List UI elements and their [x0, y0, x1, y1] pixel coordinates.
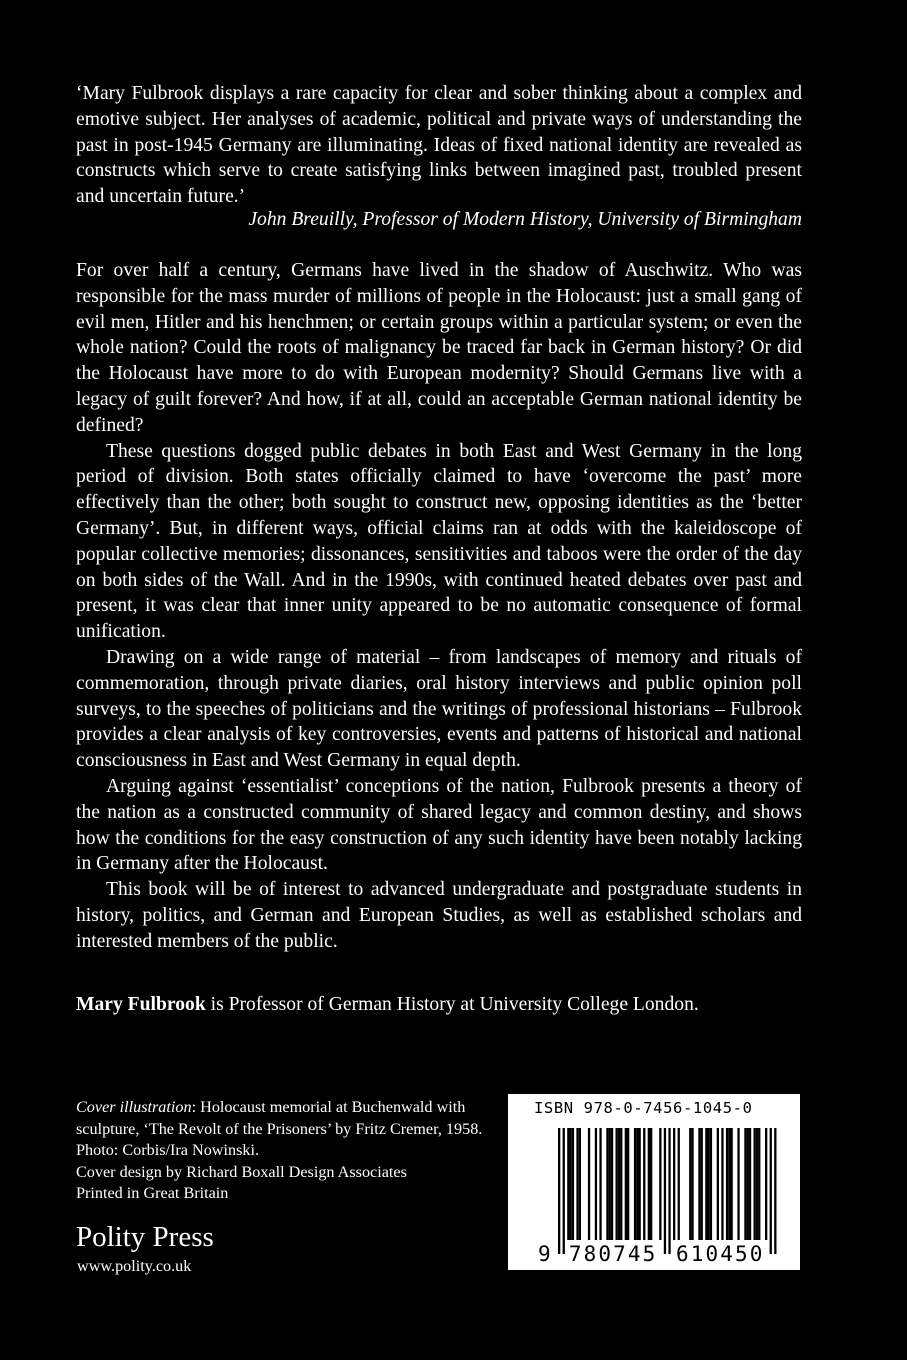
barcode-bar	[650, 1128, 652, 1240]
barcode-bar	[708, 1128, 710, 1240]
cover-credits	[76, 1097, 496, 1205]
barcode-bar	[611, 1128, 613, 1240]
barcode-bar	[774, 1128, 776, 1254]
barcode-bar	[756, 1128, 758, 1240]
barcode-bar	[634, 1128, 636, 1240]
barcode-bar	[765, 1128, 767, 1240]
barcode-bar	[576, 1128, 578, 1240]
description-paragraph: For over half a century, Germans have lived in the shadow of Auschwitz. Who was responsible for the mass murder of millions of people in the Holocaust: just a small gang of evil men, Hitler and his henchmen; or certain groups within a particular system; or even the whole nation? Could the roots of malignancy be traced far back in German history? Or did the Holocaust have more to do with European modernity? Should Germans live with a legacy of guilt forever? And how, if at all, could an acceptable German national identity be defined?	[76, 260, 802, 436]
barcode-bar	[705, 1128, 707, 1240]
barcode-bar	[627, 1128, 629, 1240]
description-paragraph: This book will be of interest to advanced undergraduate and postgraduate students in history, politics, and German and European Studies, as well as established scholars and interested members of the public.	[76, 879, 802, 952]
barcode-bar	[609, 1128, 611, 1240]
barcode-bar	[599, 1128, 601, 1240]
barcode-bar	[668, 1128, 670, 1254]
quote-attribution: John Breuilly, Professor of Modern History, University of Birmingham	[248, 209, 802, 230]
cover-illustration-credit	[76, 1097, 496, 1162]
cover-illustration-text: : Holocaust memorial at Buchenwald with sculpture, ‘The Revolt of the Prisoners’ by Fritz Cremer, 1958. Photo: Corbis/Ira Nowinski.	[76, 1098, 483, 1160]
publisher-name: Polity Press	[76, 1221, 214, 1253]
barcode-bar	[595, 1128, 597, 1240]
barcode-bar	[570, 1128, 572, 1240]
barcode-bar	[737, 1128, 739, 1240]
barcode-bar	[689, 1128, 691, 1240]
description-paragraph: Drawing on a wide range of material – from landscapes of memory and rituals of commemoration, through private diaries, oral history interviews and public opinion poll surveys, to the speeches of politicians and the writings of professional historians – Fulbrook provides a clear analysis of key controversies, events and patterns of historical and national consciousness in East and West Germany in equal depth.	[76, 646, 802, 772]
printed-in: Printed in Great Britain	[76, 1184, 229, 1203]
barcode-bar	[749, 1128, 751, 1240]
barcode-bar	[567, 1128, 569, 1240]
barcode-bar	[579, 1128, 581, 1240]
barcode-bar	[664, 1128, 666, 1254]
barcode-bar	[572, 1128, 574, 1240]
author-bio	[76, 992, 699, 1018]
barcode-bar	[744, 1128, 746, 1240]
author-name: Mary Fulbrook	[76, 994, 206, 1015]
barcode-bar	[710, 1128, 712, 1240]
barcode-bar	[639, 1128, 641, 1240]
book-description	[76, 258, 802, 955]
barcode-bar	[678, 1128, 680, 1240]
barcode-bar	[648, 1128, 650, 1240]
barcode-bar	[721, 1128, 723, 1240]
barcode-bar	[625, 1128, 627, 1240]
publisher-website: www.polity.co.uk	[77, 1257, 192, 1275]
barcode-bar	[701, 1128, 703, 1240]
barcode-right-digits: 610450	[676, 1242, 765, 1266]
barcode-bar	[728, 1128, 730, 1240]
cover-design-credit: Cover design by Richard Boxall Design Associates	[76, 1162, 407, 1181]
description-paragraph: Arguing against ‘essentialist’ conceptions of the nation, Fulbrook presents a theory of the nation as a constructed community of shared legacy and common destiny, and shows how the conditions for the easy construction of any such identity have been notably lacking in Germany after the Holocaust.	[76, 775, 802, 875]
barcode-left-digits: 780745	[568, 1242, 658, 1266]
barcode-bar	[754, 1128, 756, 1240]
barcode-bar	[643, 1128, 645, 1240]
barcode-bar	[770, 1128, 772, 1254]
barcode-bar	[636, 1128, 638, 1240]
barcode-bar	[616, 1128, 618, 1240]
barcode-digits	[508, 1242, 800, 1268]
barcode-bar	[731, 1128, 733, 1240]
barcode-bar	[717, 1128, 719, 1240]
cover-illustration-label: Cover illustration	[76, 1098, 192, 1116]
quote-text: ‘Mary Fulbrook displays a rare capacity for clear and sober thinking about a complex and emotive subject. Her analyses of academic, political and private ways of understanding the past in post-1945 Germany are illuminating. Ideas of fixed national identity are revealed as constructs which serve to create satisfying links between imagined past, troubled present and uncertain future.’	[76, 83, 802, 208]
barcode-bar	[588, 1128, 590, 1240]
barcode-bar	[726, 1128, 728, 1240]
barcode-first-digit: 9	[538, 1242, 553, 1266]
barcode-bar	[758, 1128, 760, 1240]
barcode-bar	[673, 1128, 675, 1240]
author-bio-text: is Professor of German History at University College London.	[205, 994, 699, 1015]
barcode-bar	[698, 1128, 700, 1240]
barcode-bar	[563, 1128, 565, 1254]
barcode-bar	[620, 1128, 622, 1240]
barcode-bar	[659, 1128, 661, 1240]
barcode-box	[508, 1094, 800, 1270]
barcode-bar	[606, 1128, 608, 1240]
isbn-label: ISBN 978-0-7456-1045-0	[534, 1099, 753, 1117]
barcode-bar	[691, 1128, 693, 1240]
barcode-bar	[747, 1128, 749, 1240]
barcode-bar	[558, 1128, 560, 1254]
barcode-bar	[618, 1128, 620, 1240]
description-paragraph: These questions dogged public debates in both East and West Germany in the long period of division. Both states officially claimed to have ‘overcome the past’ more effectively than the other; both sought to construct new, opposing identities as the ‘better Germany’. But, in different ways, official claims ran at odds with the kaleidoscope of popular collective memories; dissonances, sensitivities and taboos were the order of the day on both sides of the Wall. And in the 1990s, with continued heated debates over past and present, it was clear that inner unity appeared to be no automatic consequence of formal unification.	[76, 440, 802, 643]
